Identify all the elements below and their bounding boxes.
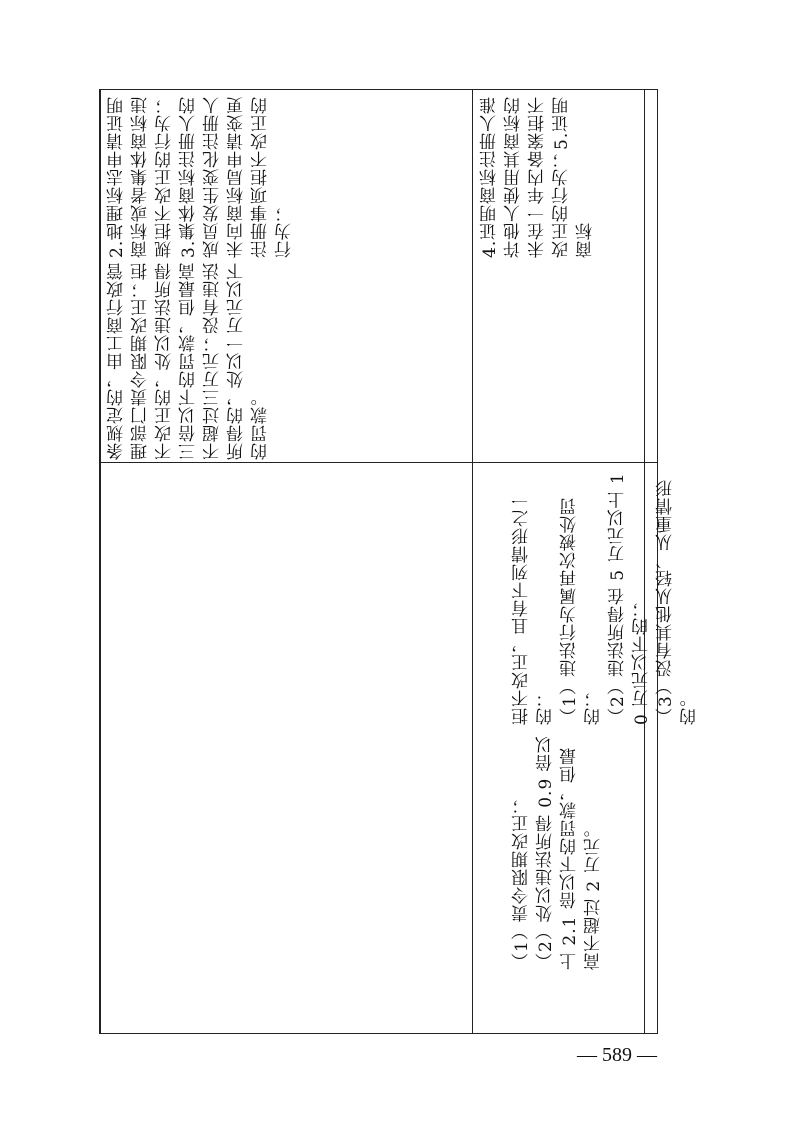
cell-circumstance-text: 拒不改正，且有下列情形之一的： （1）违法行为属再次被处罚的； （2）违法所得在 5 万元以上 10 万元以下的； （3）没有其他从轻、从重情形的。 [512,472,700,725]
cell-violation-text-1: 2.地理标志申请证明商标或者集体商标违规拒不改正的行为；3.集体商标注册人的成员发生变化注册人未向商标局申请变更注册事项拒不改正的行为； [107,95,295,258]
penalty-table [99,89,700,1034]
row-divider [100,462,657,463]
cell-violation-text-2: 4.证明商标注册人准许他人使用其商标的未在一年内备案拒不改正的行为；5.证明商标 [480,95,596,258]
cell-legal-basis-text-1: 条规定的，由工商行政管理部门责令限期改正；拒不改正的，处以违法所得三倍以下的罚款，但最高不超过三万元；没有违法所得的，处以一万元以下的罚款。 [107,262,271,460]
cell-penalty-text: （1）责令限期改正； （2）处以违法所得 0.9 倍以上 2.1 倍以下的罚款，但最高不超过 2 万元。 [512,735,604,970]
page-number: — 589 — [577,1044,657,1066]
